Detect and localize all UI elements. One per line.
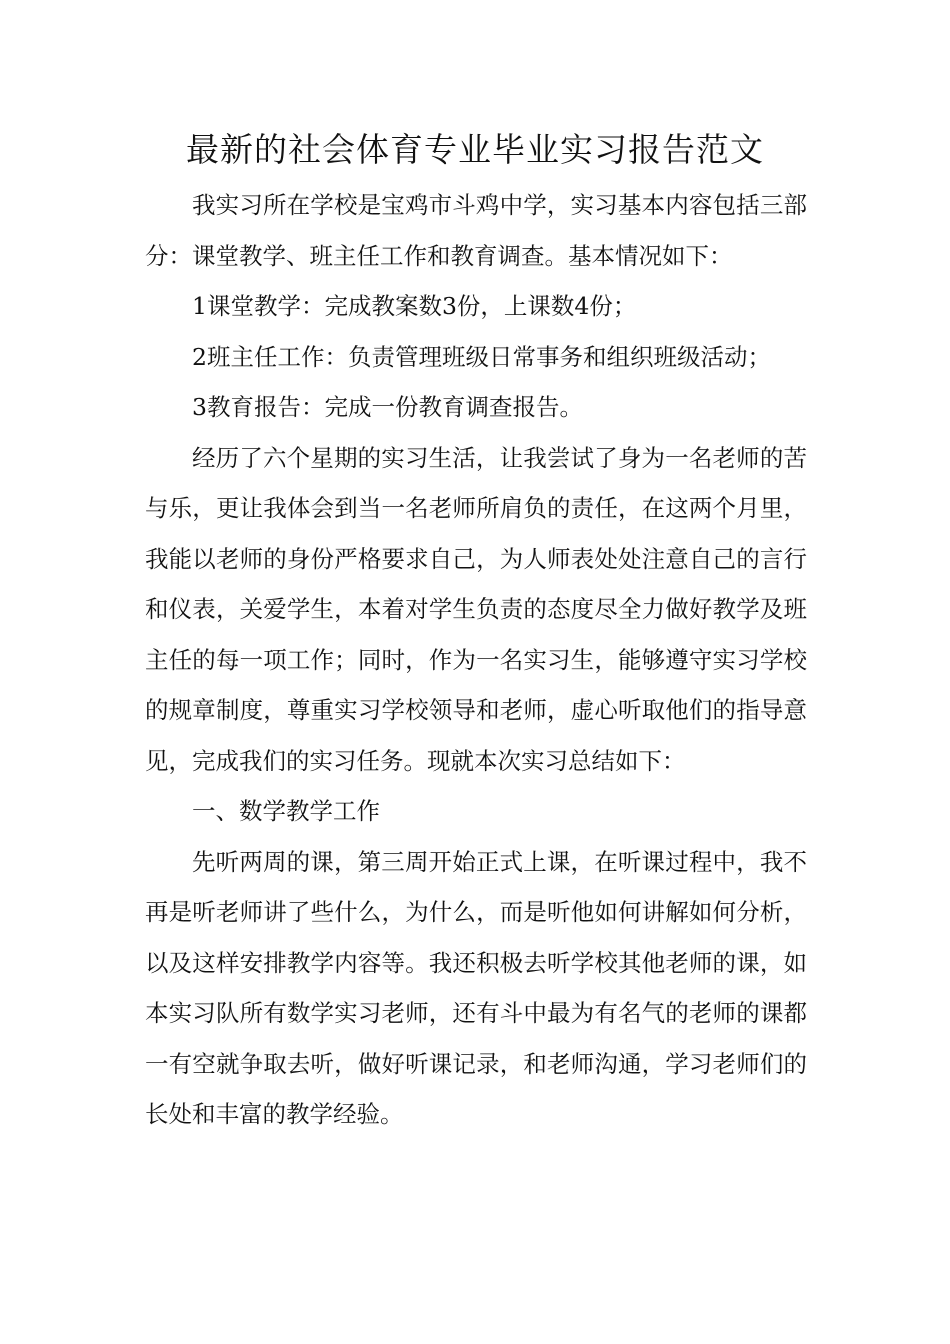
paragraph-lesson-observation: 先听两周的课，第三周开始正式上课，在听课过程中，我不再是听老师讲了些什么，为什么，而是听他如何讲解如何分析，以及这样安排教学内容等。我还积极去听学校其他老师的课，如本实习队所有数学实习老师，还有斗中最为有名气的老师的课都一有空就争取去听，做好听课记录，和老师沟通，学习老师们的长处和丰富的教学经验。 [145, 847, 807, 1128]
section-heading-math-teaching: 一、数学教学工作 [192, 797, 380, 825]
paragraph-item-report: 3教育报告：完成一份教育调查报告。 [192, 393, 583, 421]
paragraph-item-classroom: 1课堂教学：完成教案数3份，上课数4份； [192, 292, 637, 320]
paragraph-experience: 经历了六个星期的实习生活，让我尝试了身为一名老师的苦与乐，更让我体会到当一名老师所肩负的责任，在这两个月里，我能以老师的身份严格要求自己，为人师表处处注意自己的言行和仪表，关爱学生，本着对学生负责的态度尽全力做好教学及班主任的每一项工作；同时，作为一名实习生，能够遵守实习学校的规章制度，尊重实习学校领导和老师，虚心听取他们的指导意见，完成我们的实习任务。现就本次实习总结如下： [145, 443, 807, 775]
document-title: 最新的社会体育专业毕业实习报告范文 [186, 130, 764, 169]
document-body [145, 180, 807, 1140]
paragraph-intro: 我实习所在学校是宝鸡市斗鸡中学，实习基本内容包括三部分：课堂教学、班主任工作和教育调查。基本情况如下： [145, 191, 807, 270]
paragraph-item-headteacher: 2班主任工作：负责管理班级日常事务和组织班级活动； [192, 342, 771, 371]
